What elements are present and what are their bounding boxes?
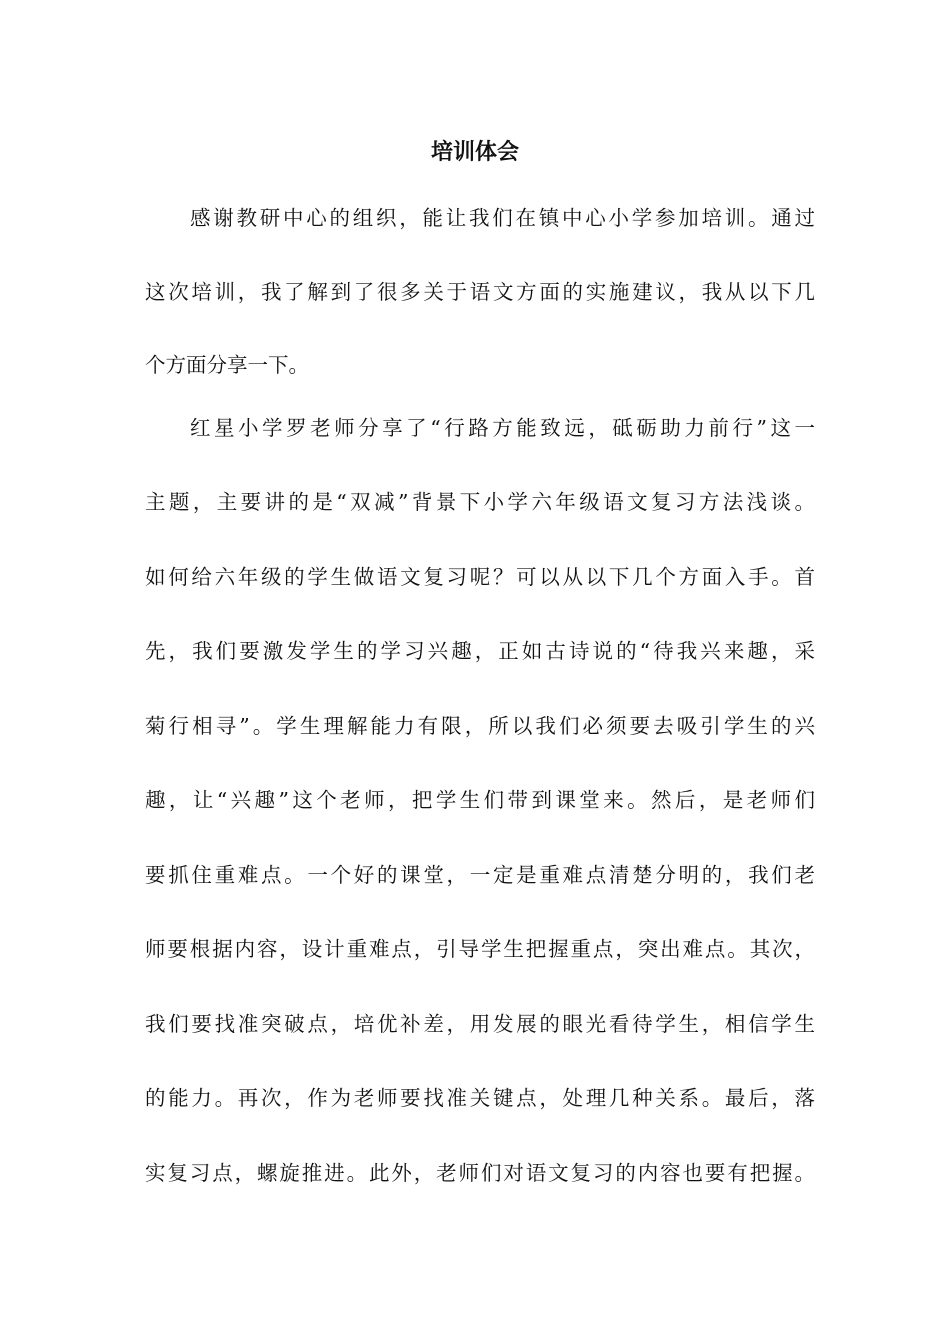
paragraph-2-line-10: 的能力。再次，作为老师要找准关键点，处理几种关系。最后，落: [145, 1086, 815, 1110]
paragraph-1-line-3: 个方面分享一下。: [145, 353, 309, 377]
paragraph-2-line-9: 我们要找准突破点，培优补差，用发展的眼光看待学生，相信学生: [145, 1012, 815, 1036]
paragraph-2-line-4: 先，我们要激发学生的学习兴趣，正如古诗说的“待我兴来趣，采: [145, 639, 815, 663]
paragraph-2-line-1: 红星小学罗老师分享了“行路方能致远，砥砺助力前行”这一: [190, 416, 815, 440]
document-title: 培训体会: [430, 139, 519, 165]
paragraph-2-line-7: 要抓住重难点。一个好的课堂，一定是重难点清楚分明的，我们老: [145, 863, 815, 887]
paragraph-1-line-2: 这次培训，我了解到了很多关于语文方面的实施建议，我从以下几: [145, 280, 815, 304]
paragraph-2-line-8: 师要根据内容，设计重难点，引导学生把握重点，突出难点。其次，: [145, 937, 815, 961]
paragraph-2-line-6: 趣，让“兴趣”这个老师，把学生们带到课堂来。然后，是老师们: [145, 788, 815, 812]
paragraph-2-line-11: 实复习点，螺旋推进。此外，老师们对语文复习的内容也要有把握。: [145, 1161, 815, 1185]
paragraph-2-line-5: 菊行相寻”。学生理解能力有限，所以我们必须要去吸引学生的兴: [145, 714, 815, 738]
paragraph-2-line-3: 如何给六年级的学生做语文复习呢？可以从以下几个方面入手。首: [145, 565, 815, 589]
paragraph-2-line-2: 主题，主要讲的是“双减”背景下小学六年级语文复习方法浅谈。: [145, 490, 815, 514]
paragraph-1-line-1: 感谢教研中心的组织，能让我们在镇中心小学参加培训。通过: [190, 206, 815, 230]
